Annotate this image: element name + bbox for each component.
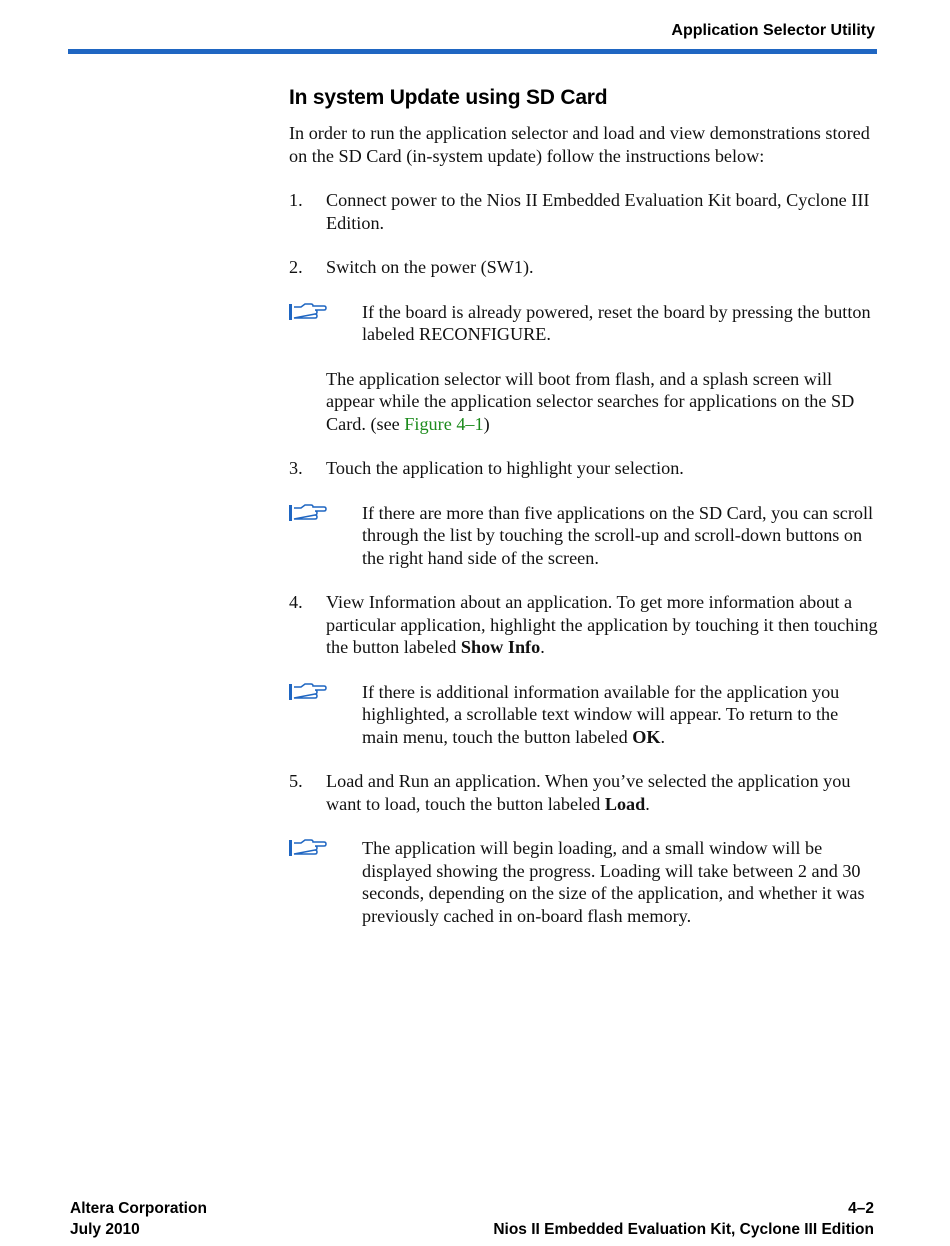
note-text: If there is additional information available for the application you highlighted, a scrollable text window will appear. To return to the main menu, touch the button labeled (362, 681, 840, 747)
step-number: 2. (289, 257, 303, 277)
step-3 (289, 457, 879, 480)
footer-right (493, 1198, 874, 1240)
note-text: The application will begin loading, and a small window will be displayed showing the progress. Loading will take between 2 and 30 seconds, depending on the size of the application, and whether it was previously cached in on-board flash memory. (362, 838, 865, 926)
running-header-title: Application Selector Utility (671, 22, 875, 39)
note-4 (289, 837, 879, 927)
note-text-end: . (660, 726, 666, 747)
boot-paragraph (289, 368, 879, 436)
step-bold-label: Show Info (460, 637, 541, 657)
step-4 (289, 591, 879, 659)
pointing-hand-icon (289, 682, 327, 702)
footer-doc-title: Nios II Embedded Evaluation Kit, Cyclone III Edition (493, 1221, 874, 1238)
step-1 (289, 189, 879, 234)
figure-link[interactable]: Figure 4–1 (404, 413, 484, 434)
main-content (289, 86, 879, 949)
footer-company: Altera Corporation (70, 1200, 207, 1217)
footer-left (70, 1198, 207, 1240)
step-text: View Information about an application. To get more information about a particular application, highlight the application by touching it then touching the button labeled (326, 592, 878, 657)
note-2 (289, 502, 879, 570)
step-5 (289, 770, 879, 815)
intro-paragraph: In order to run the application selector and load and view demonstrations stored on the SD Card (in-system update) follow the instructions below: (289, 123, 870, 166)
step-2 (289, 256, 879, 279)
footer-page-number: 4–2 (848, 1200, 874, 1217)
step-number: 3. (289, 458, 303, 478)
boot-text-end: ) (483, 413, 490, 434)
step-number: 1. (289, 190, 303, 210)
note-1 (289, 301, 879, 346)
note-3 (289, 681, 879, 749)
step-text: Touch the application to highlight your selection. (326, 458, 684, 478)
step-text-end: . (645, 793, 650, 814)
header-rule (68, 49, 877, 54)
step-text: Load and Run an application. When you’ve selected the application you want to load, touch the button labeled (326, 771, 851, 814)
boot-text: The application selector will boot from flash, and a splash screen will appear while the application selector searches for applications on the SD Card. (see (326, 368, 855, 434)
footer-date: July 2010 (70, 1221, 140, 1238)
pointing-hand-icon (289, 302, 327, 322)
pointing-hand-icon (289, 838, 327, 858)
step-text: Connect power to the Nios II Embedded Evaluation Kit board, Cyclone III Edition. (326, 190, 870, 233)
step-bold-label: Load (604, 793, 646, 814)
step-number: 4. (289, 592, 303, 612)
step-text: Switch on the power (SW1). (326, 257, 534, 277)
section-heading: In system Update using SD Card (289, 86, 608, 109)
step-text-end: . (540, 637, 545, 657)
note-text: If the board is already powered, reset the board by pressing the button labeled RECONFIGURE. (362, 301, 871, 344)
pointing-hand-icon (289, 503, 327, 523)
step-number: 5. (289, 771, 303, 791)
note-bold-label: OK (632, 726, 661, 747)
note-text: If there are more than five applications on the SD Card, you can scroll through the list by touching the scroll-up and scroll-down buttons on the right hand side of the screen. (362, 502, 874, 568)
